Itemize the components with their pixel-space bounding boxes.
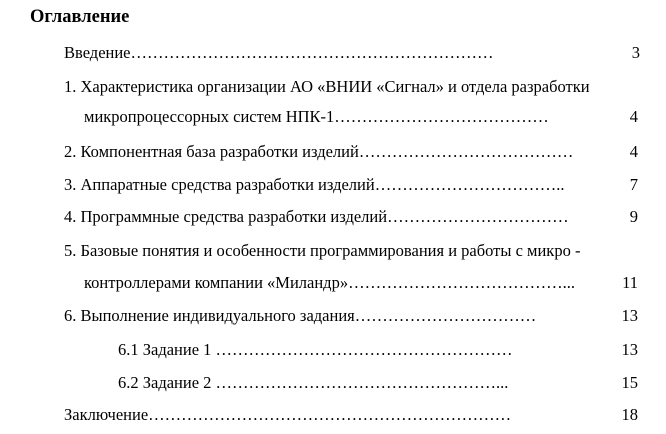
toc-title: Оглавление	[30, 7, 130, 27]
toc-entry-text: 2. Компонентная база разработки изделий…………………………………	[64, 142, 574, 161]
toc-entry-text: микропроцессорных систем НПК-1…………………………………	[84, 107, 549, 126]
toc-entry-section-6[interactable]	[64, 305, 638, 327]
toc-entry-text: 3. Аппаратные средства разработки изделий……………………………..	[64, 175, 565, 194]
toc-entry-page-number: 11	[622, 273, 638, 292]
toc-entry-text: 6.1 Задание 1 ………………………………………………	[118, 340, 513, 359]
toc-entry-introduction[interactable]	[64, 42, 640, 64]
toc-entry-text: 1. Характеристика организации АО «ВНИИ «Сигнал» и отдела разработки	[64, 77, 590, 96]
toc-entry-page-number: 4	[629, 107, 638, 126]
toc-entry-section-1[interactable]	[64, 76, 664, 98]
toc-entry-section-2[interactable]	[64, 141, 638, 163]
toc-entry-section-1-continuation[interactable]	[84, 106, 638, 128]
toc-entry-conclusion[interactable]	[64, 404, 638, 426]
toc-entry-page-number: 9	[629, 207, 638, 226]
toc-entry-page-number: 13	[621, 306, 638, 325]
toc-entry-text: 6. Выполнение индивидуального задания……………………………	[64, 306, 537, 325]
toc-entry-page-number: 13	[621, 340, 638, 359]
toc-entry-section-4[interactable]	[64, 206, 638, 228]
toc-entry-page-number: 4	[629, 142, 638, 161]
toc-entry-subsection-6-2[interactable]	[118, 372, 638, 394]
toc-entry-section-5[interactable]	[64, 240, 664, 262]
toc-entry-section-5-continuation[interactable]	[84, 272, 638, 294]
toc-entry-subsection-6-1[interactable]	[118, 339, 638, 361]
toc-entry-page-number: 3	[631, 43, 640, 62]
toc-entry-page-number: 18	[621, 405, 638, 424]
toc-entry-page-number: 15	[621, 373, 638, 392]
toc-entry-text: контроллерами компании «Миландр»…………………………………...	[84, 273, 575, 292]
toc-entry-text: Заключение…………………………………………………………	[64, 405, 512, 424]
toc-entry-page-number: 7	[629, 175, 638, 194]
toc-entry-text: Введение…………………………………………………………	[64, 43, 494, 62]
toc-entry-text: 5. Базовые понятия и особенности программирования и работы с микро -	[64, 241, 581, 260]
toc-entry-text: 6.2 Задание 2 ……………………………………………...	[118, 373, 509, 392]
toc-entry-section-3[interactable]	[64, 174, 638, 196]
toc-entry-text: 4. Программные средства разработки изделий……………………………	[64, 207, 569, 226]
